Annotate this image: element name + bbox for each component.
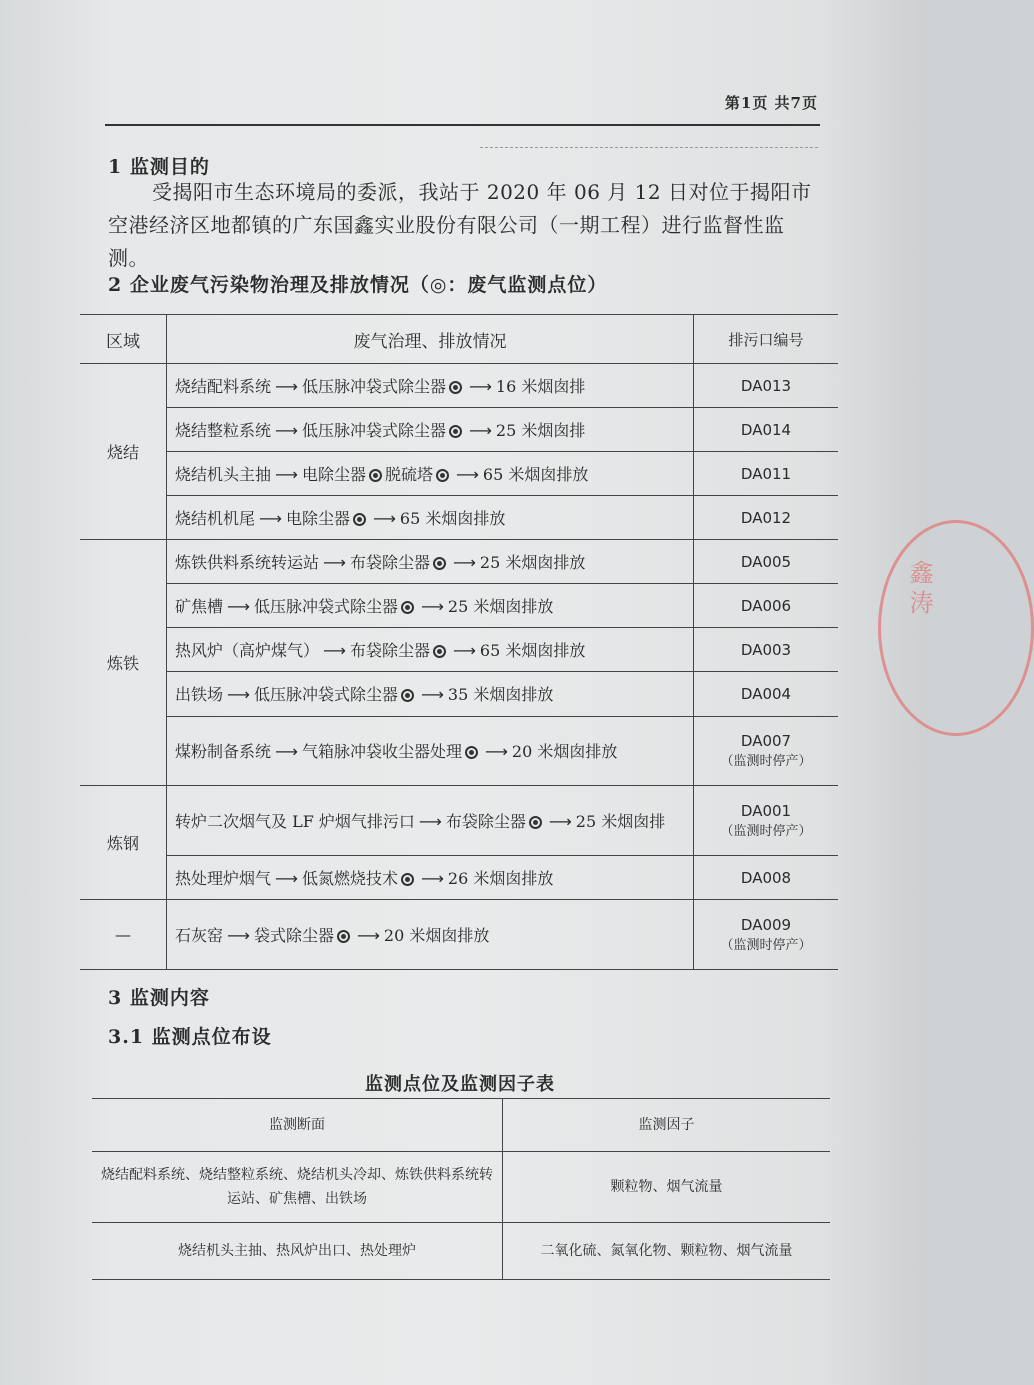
monitoring-point-icon xyxy=(436,469,449,482)
monitoring-point-icon xyxy=(401,689,414,702)
table-row xyxy=(80,900,838,970)
flow-cell xyxy=(167,856,694,900)
emission-table-header xyxy=(80,315,838,364)
flow-cell xyxy=(167,496,694,540)
table-row xyxy=(80,364,838,408)
outlet-code-cell xyxy=(694,452,839,496)
arrow-right-icon: ⟶ xyxy=(275,869,298,889)
monitoring-point-icon xyxy=(369,469,382,482)
outlet-code: DA006 xyxy=(740,596,792,615)
arrow-right-icon: ⟶ xyxy=(452,641,476,661)
outlet-note: （监测时停产） xyxy=(720,938,812,954)
outlet-code-cell xyxy=(694,496,839,540)
table-row xyxy=(80,672,838,716)
discharge-stack: 65 米烟囱排放 xyxy=(482,465,589,485)
emission-source: 炼铁供料系统转运站 xyxy=(175,553,320,573)
treatment-facility: 气箱脉冲袋收尘器处理 xyxy=(301,742,462,762)
monitoring-point-icon xyxy=(337,930,350,943)
desulfurization-tower: 脱硫塔 xyxy=(384,465,433,485)
discharge-stack: 20 米烟囱排放 xyxy=(383,926,490,946)
arrow-right-icon: ⟶ xyxy=(323,553,346,573)
emission-source: 转炉二次烟气及 LF 炉烟气排污口 xyxy=(175,812,415,832)
table-row xyxy=(80,584,838,628)
outlet-code-cell xyxy=(694,716,839,786)
table-row xyxy=(80,856,838,900)
flow-cell xyxy=(167,408,694,452)
outlet-note: （监测时停产） xyxy=(720,824,812,840)
table-row xyxy=(80,540,838,584)
treatment-facility: 布袋除尘器 xyxy=(349,641,430,661)
emission-source: 出铁场 xyxy=(175,685,224,705)
monitoring-point-icon xyxy=(529,816,542,829)
outlet-code-cell xyxy=(694,856,839,900)
outlet-code: DA001 xyxy=(740,802,792,821)
arrow-right-icon: ⟶ xyxy=(275,742,298,762)
outlet-code: DA005 xyxy=(740,552,792,571)
col-factors: 监测因子 xyxy=(503,1099,831,1152)
section1-paragraph xyxy=(108,176,818,275)
area-cell: — xyxy=(80,900,167,970)
discharge-stack: 25 米烟囱排放 xyxy=(447,597,554,617)
arrow-right-icon: ⟶ xyxy=(452,553,476,573)
section3-1-heading: 3.1 监测点位布设 xyxy=(108,1026,272,1048)
treatment-facility: 低压脉冲袋式除尘器 xyxy=(253,685,398,705)
flow-cell xyxy=(167,452,694,496)
arrow-right-icon: ⟶ xyxy=(356,926,380,946)
section1-heading: 1 监测目的 xyxy=(108,156,210,178)
emission-source: 热处理炉烟气 xyxy=(175,869,272,889)
treatment-facility: 低压脉冲袋式除尘器 xyxy=(301,421,446,441)
flow-cell xyxy=(167,786,694,856)
discharge-stack: 35 米烟囱排放 xyxy=(447,685,554,705)
arrow-right-icon: ⟶ xyxy=(275,465,298,485)
flow-cell xyxy=(167,628,694,672)
area-cell: 烧结 xyxy=(80,364,167,540)
outlet-code: DA011 xyxy=(740,464,792,483)
monitor-section-cell: 烧结机头主抽、热风炉出口、热处理炉 xyxy=(92,1223,503,1280)
arrow-right-icon: ⟶ xyxy=(455,465,479,485)
emission-source: 矿焦槽 xyxy=(175,597,224,617)
arrow-right-icon: ⟶ xyxy=(227,685,250,705)
monitoring-point-icon xyxy=(401,601,414,614)
emission-source: 烧结整粒系统 xyxy=(175,421,272,441)
treatment-facility: 电除尘器 xyxy=(301,465,366,485)
outlet-code-cell xyxy=(694,900,839,970)
arrow-right-icon: ⟶ xyxy=(323,641,346,661)
discharge-stack: 65 米烟囱排放 xyxy=(479,641,586,661)
section2-heading: 2 企业废气污染物治理及排放情况（◎：废气监测点位） xyxy=(108,274,608,296)
arrow-right-icon: ⟶ xyxy=(420,685,444,705)
header-rule xyxy=(105,124,820,126)
flow-cell xyxy=(167,716,694,786)
factor-table-title: 监测点位及监测因子表 xyxy=(365,1074,555,1095)
discharge-stack: 20 米烟囱排放 xyxy=(511,742,618,762)
outlet-code-cell xyxy=(694,540,839,584)
discharge-stack: 16 米烟囱排 xyxy=(495,377,586,397)
outlet-note: （监测时停产） xyxy=(720,754,812,770)
section3-heading: 3 监测内容 xyxy=(108,987,210,1009)
table-row xyxy=(80,452,838,496)
outlet-code: DA012 xyxy=(740,508,792,527)
outlet-code: DA003 xyxy=(740,640,792,659)
discharge-stack: 25 米烟囱排 xyxy=(575,812,666,832)
area-cell: 炼钢 xyxy=(80,786,167,900)
flow-cell xyxy=(167,900,694,970)
red-seal-stamp xyxy=(878,520,1034,736)
area-cell: 炼铁 xyxy=(80,540,167,786)
treatment-facility: 袋式除尘器 xyxy=(253,926,334,946)
monitoring-point-icon xyxy=(433,645,446,658)
table-row xyxy=(80,716,838,786)
monitoring-point-icon xyxy=(449,381,462,394)
arrow-right-icon: ⟶ xyxy=(420,869,444,889)
outlet-code: DA014 xyxy=(740,420,792,439)
flow-cell xyxy=(167,584,694,628)
outlet-code-cell xyxy=(694,672,839,716)
page-indicator: 第1页 共7页 xyxy=(724,94,818,112)
factor-table xyxy=(92,1098,830,1280)
monitoring-point-icon xyxy=(433,557,446,570)
treatment-facility: 布袋除尘器 xyxy=(445,812,526,832)
monitoring-point-icon xyxy=(401,873,414,886)
emission-source: 烧结配料系统 xyxy=(175,377,272,397)
arrow-right-icon: ⟶ xyxy=(372,509,396,529)
arrow-right-icon: ⟶ xyxy=(468,377,492,397)
treatment-facility: 电除尘器 xyxy=(285,509,350,529)
col-area: 区域 xyxy=(80,315,167,364)
outlet-code: DA009 xyxy=(740,916,792,935)
col-flow: 废气治理、排放情况 xyxy=(167,315,694,364)
emission-source: 煤粉制备系统 xyxy=(175,742,272,762)
col-code: 排污口编号 xyxy=(694,315,839,364)
discharge-stack: 25 米烟囱排 xyxy=(495,421,586,441)
emission-source: 烧结机机尾 xyxy=(175,509,256,529)
arrow-right-icon: ⟶ xyxy=(420,597,444,617)
outlet-code: DA004 xyxy=(740,684,792,703)
table-row xyxy=(92,1223,830,1280)
table-row xyxy=(80,786,838,856)
outlet-code: DA007 xyxy=(740,732,792,751)
outlet-code-cell xyxy=(694,584,839,628)
arrow-right-icon: ⟶ xyxy=(484,742,508,762)
discharge-stack: 65 米烟囱排放 xyxy=(399,509,506,529)
arrow-right-icon: ⟶ xyxy=(275,421,298,441)
emission-source: 石灰窑 xyxy=(175,926,224,946)
monitor-factor-cell: 二氧化硫、氮氧化物、颗粒物、烟气流量 xyxy=(503,1223,831,1280)
factor-table-header xyxy=(92,1099,830,1152)
seal-fragment: 鑫涛 xyxy=(905,560,933,620)
treatment-facility: 低压脉冲袋式除尘器 xyxy=(253,597,398,617)
outlet-code-cell xyxy=(694,408,839,452)
faint-rule xyxy=(480,147,818,148)
flow-cell xyxy=(167,540,694,584)
arrow-right-icon: ⟶ xyxy=(259,509,282,529)
emission-source: 热风炉（高炉煤气） xyxy=(175,641,320,661)
outlet-code: DA008 xyxy=(740,868,792,887)
discharge-stack: 25 米烟囱排放 xyxy=(479,553,586,573)
arrow-right-icon: ⟶ xyxy=(468,421,492,441)
arrow-right-icon: ⟶ xyxy=(548,812,572,832)
table-row xyxy=(80,496,838,540)
monitoring-point-icon xyxy=(449,425,462,438)
arrow-right-icon: ⟶ xyxy=(418,812,442,832)
outlet-code: DA013 xyxy=(740,376,792,395)
arrow-right-icon: ⟶ xyxy=(227,597,250,617)
monitoring-point-icon xyxy=(353,513,366,526)
section1-paragraph-text: 受揭阳市生态环境局的委派，我站于 2020 年 06 月 12 日对位于揭阳市空港经济区地都镇的广东国鑫实业股份有限公司（一期工程）进行监督性监测。 xyxy=(108,180,812,270)
monitor-section-cell: 烧结配料系统、烧结整粒系统、烧结机头冷却、炼铁供料系统转运站、矿焦槽、出铁场 xyxy=(92,1152,503,1223)
arrow-right-icon: ⟶ xyxy=(275,377,298,397)
table-row xyxy=(80,408,838,452)
outlet-code-cell xyxy=(694,364,839,408)
flow-cell xyxy=(167,672,694,716)
flow-cell xyxy=(167,364,694,408)
outlet-code-cell xyxy=(694,786,839,856)
outlet-code-cell xyxy=(694,628,839,672)
table-row xyxy=(80,628,838,672)
emission-source: 烧结机头主抽 xyxy=(175,465,272,485)
treatment-facility: 布袋除尘器 xyxy=(349,553,430,573)
emission-table xyxy=(80,314,838,970)
discharge-stack: 26 米烟囱排放 xyxy=(447,869,554,889)
treatment-facility: 低氮燃烧技术 xyxy=(301,869,398,889)
monitor-factor-cell: 颗粒物、烟气流量 xyxy=(503,1152,831,1223)
table-row xyxy=(92,1152,830,1223)
arrow-right-icon: ⟶ xyxy=(227,926,250,946)
col-section: 监测断面 xyxy=(92,1099,503,1152)
monitoring-point-icon xyxy=(465,746,478,759)
treatment-facility: 低压脉冲袋式除尘器 xyxy=(301,377,446,397)
